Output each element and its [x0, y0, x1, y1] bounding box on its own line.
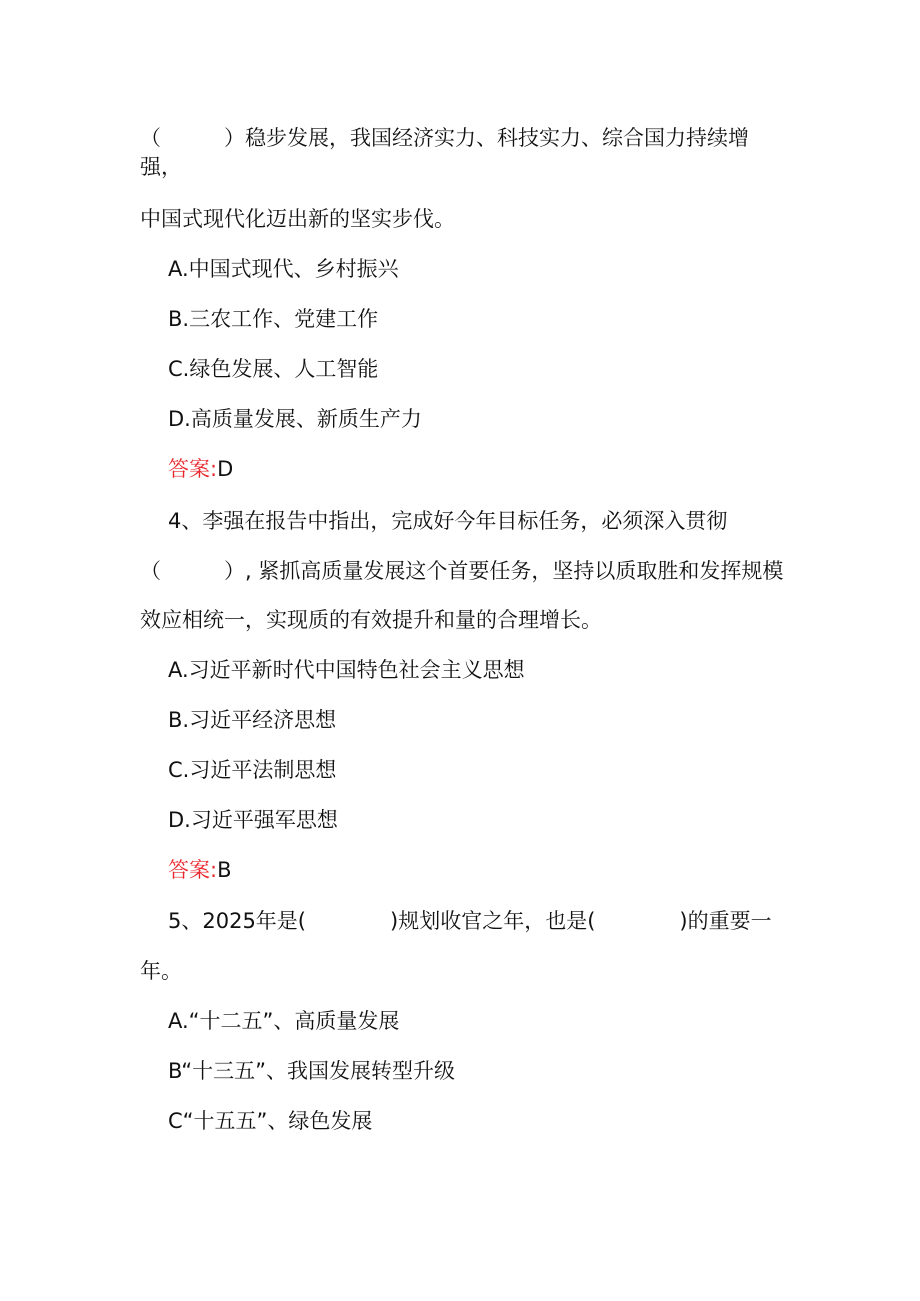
question-3-option-d: D.高质量发展、新质生产力: [168, 407, 422, 431]
question-3-option-c: C.绿色发展、人工智能: [168, 357, 379, 381]
question-5-option-c: C“十五五”、绿色发展: [168, 1109, 373, 1133]
question-5-stem-line-2: 年。: [140, 959, 182, 983]
question-4-option-c: C.习近平法制思想: [168, 758, 337, 782]
question-3-option-b: B.三农工作、党建工作: [168, 307, 379, 331]
question-4-answer: [168, 856, 232, 884]
question-5-option-b: B“十三五”、我国发展转型升级: [168, 1059, 456, 1083]
question-4-option-d: D.习近平强军思想: [168, 808, 338, 832]
answer-value: D: [217, 457, 234, 481]
question-3-stem-line-3: 中国式现代化迈出新的坚实步伐。: [140, 207, 455, 231]
question-4-stem-line-2: （ ）, 紧抓高质量发展这个首要任务，坚持以质取胜和发挥规模: [140, 559, 784, 583]
answer-value: B: [217, 858, 232, 882]
question-4-option-a: A.习近平新时代中国特色社会主义思想: [168, 658, 525, 682]
question-3-stem-line-1: （ ）稳步发展，我国经济实力、科技实力、综合国力持续增: [140, 126, 749, 150]
question-3-stem-line-2: 强，: [140, 155, 182, 179]
question-5-option-a: A.“十二五”、高质量发展: [168, 1009, 400, 1033]
answer-label: 答案:: [168, 457, 218, 481]
question-5-stem-line-1: 5、2025年是( )规划收官之年，也是( )的重要一: [168, 909, 772, 933]
question-4-stem-line-3: 效应相统一，实现质的有效提升和量的合理增长。: [140, 608, 602, 632]
answer-label: 答案:: [168, 858, 218, 882]
question-4-option-b: B.习近平经济思想: [168, 708, 337, 732]
question-4-stem-line-1: 4、李强在报告中指出，完成好今年目标任务，必须深入贯彻: [168, 509, 728, 533]
question-3-option-a: A.中国式现代、乡村振兴: [168, 257, 399, 281]
question-3-answer: [168, 455, 233, 483]
